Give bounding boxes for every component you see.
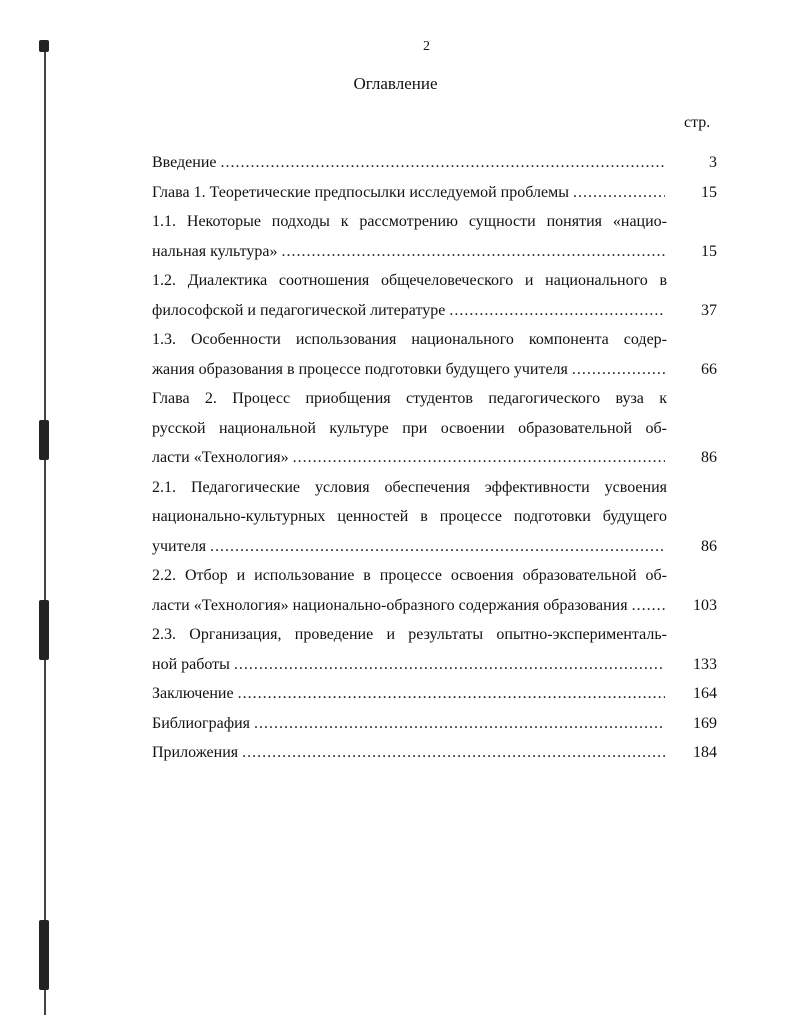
dot-leader	[573, 178, 665, 208]
toc-entry	[152, 266, 717, 325]
toc-entry-text: 2.2. Отбор и использование в процессе освоения образовательной об-	[152, 567, 667, 584]
toc-entry	[152, 148, 717, 178]
table-of-contents	[152, 148, 717, 768]
dot-leader	[242, 738, 665, 768]
toc-page-number: 66	[701, 360, 717, 378]
toc-page-number: 15	[701, 183, 717, 201]
toc-entry-text: ласти «Технология»	[152, 449, 289, 466]
toc-entry-text: ной работы	[152, 655, 230, 673]
toc-entry	[152, 384, 717, 473]
binding-mark	[39, 40, 49, 52]
toc-page-number: 86	[701, 449, 717, 466]
toc-entry-text: Глава 2. Процесс приобщения студентов педагогического вуза к	[152, 390, 667, 407]
toc-page-number: 86	[701, 537, 717, 555]
dot-leader	[632, 591, 665, 621]
toc-entry-text: 1.1. Некоторые подходы к рассмотрению сущности понятия «нацио-	[152, 213, 667, 230]
page-number: 2	[423, 39, 430, 54]
toc-entry	[152, 709, 717, 739]
toc-page-number: 133	[693, 655, 717, 673]
toc-entry-text: 1.3. Особенности использования национального компонента содер-	[152, 331, 667, 348]
toc-entry	[152, 679, 717, 709]
toc-entry-text: Введение	[152, 154, 217, 171]
toc-page-number: 169	[693, 714, 717, 732]
toc-entry	[152, 561, 717, 620]
binding-mark	[39, 420, 49, 460]
toc-entry-text: учителя	[152, 537, 207, 555]
toc-entry-text: 2.3. Организация, проведение и результаты опытно-эксперименталь-	[152, 626, 667, 643]
toc-page-number: 3	[709, 154, 717, 171]
dot-leader	[282, 237, 665, 267]
toc-entry	[152, 178, 717, 208]
toc-entry-text: национально-культурных ценностей в процессе подготовки будущего	[152, 508, 667, 525]
dot-leader	[238, 679, 665, 709]
toc-entry-text: Приложения	[152, 744, 239, 761]
page-column-label: стр.	[684, 114, 711, 131]
toc-entry-text: русской национальной культуре при освоении образовательной об-	[152, 419, 667, 437]
toc-page-number: 37	[701, 301, 717, 319]
toc-entry-text: Заключение	[152, 685, 234, 702]
toc-entry-text: 1.2. Диалектика соотношения общечеловеческого и национального в	[152, 272, 667, 289]
dot-leader	[221, 148, 666, 178]
toc-entry-text: 2.1. Педагогические условия обеспечения эффективности усвоения	[152, 478, 667, 496]
toc-page-number: 15	[701, 242, 717, 260]
toc-entry-text: ласти «Технология» национально-образного содержания образования	[152, 596, 628, 614]
binding-margin	[36, 40, 50, 1015]
toc-entry	[152, 738, 717, 768]
toc-page-number: 164	[693, 685, 717, 702]
toc-entry-text: жания образования в процессе подготовки будущего учителя	[152, 360, 568, 378]
binding-mark	[39, 600, 49, 660]
toc-entry-text: Глава 1. Теоретические предпосылки исследуемой проблемы	[152, 183, 569, 201]
dot-leader	[449, 296, 665, 326]
toc-entry-text: философской и педагогической литературе	[152, 301, 446, 319]
page-title: Оглавление	[353, 74, 438, 93]
dot-leader	[234, 650, 665, 680]
toc-entry-text: Библиография	[152, 714, 250, 732]
toc-entry	[152, 473, 717, 562]
dot-leader	[293, 443, 665, 473]
dot-leader	[572, 355, 665, 385]
toc-page-number: 103	[693, 596, 717, 614]
dot-leader	[254, 709, 665, 739]
toc-page-number: 184	[693, 744, 717, 761]
toc-entry-text: нальная культура»	[152, 242, 278, 260]
binding-line	[44, 40, 46, 1015]
toc-entry	[152, 620, 717, 679]
dot-leader	[210, 532, 665, 562]
toc-entry	[152, 207, 717, 266]
binding-mark	[39, 920, 49, 990]
toc-entry	[152, 325, 717, 384]
